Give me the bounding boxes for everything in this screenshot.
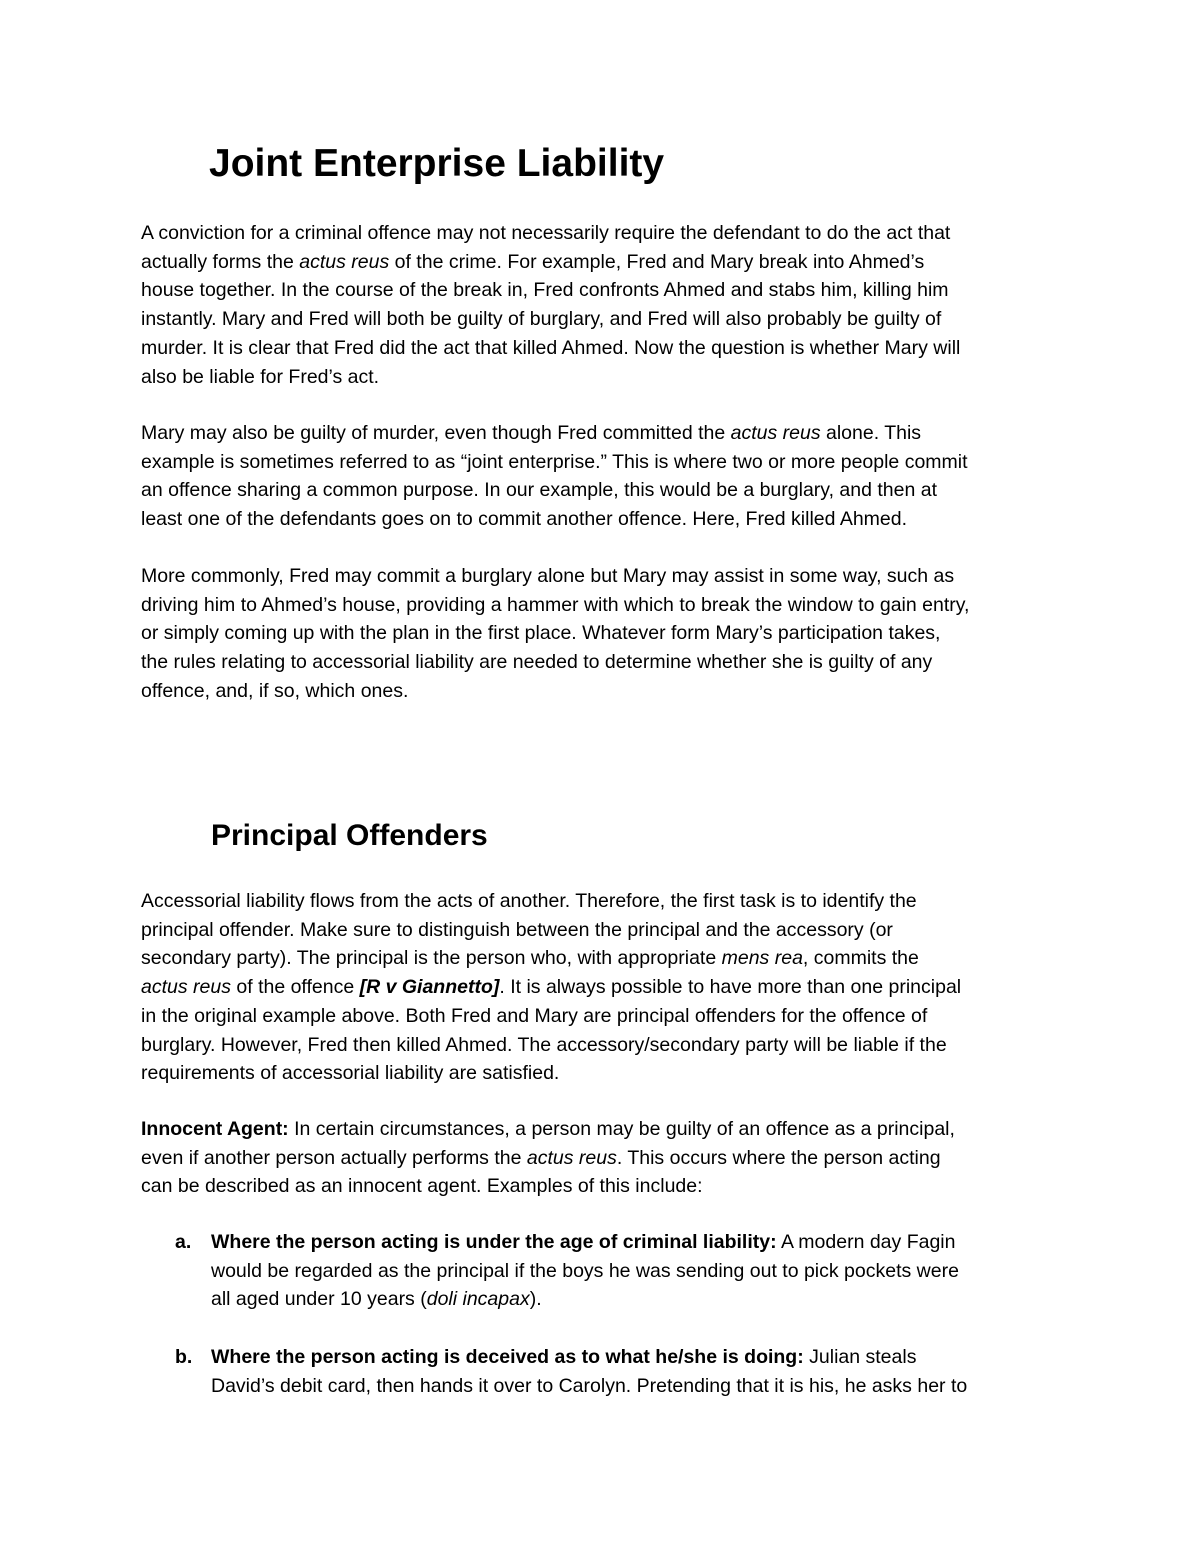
text-line: David’s debit card, then hands it over to Carolyn. Pretending that it is his, he asks her to: [211, 1374, 968, 1397]
text-line: requirements of accessorial liability are satisfied.: [141, 1062, 560, 1085]
emphasis-term: actus reus: [526, 1146, 617, 1169]
text-line: driving him to Ahmed’s house, providing a hammer with which to break the window to gain entry,: [141, 593, 970, 616]
text-line: or simply coming up with the plan in the first place. Whatever form Mary’s participation takes,: [141, 622, 941, 645]
text-line: also be liable for Fred’s act.: [141, 365, 380, 388]
list-item-heading: Where the person acting is deceived as to what he/she is doing:: [211, 1346, 804, 1368]
list-item-a: [141, 1228, 1071, 1314]
paragraph-joint-enterprise: [141, 419, 1071, 534]
text-line: Mary may also be guilty of murder, even though Fred committed the actus reus alone. This: [141, 422, 922, 444]
emphasis-term: doli incapax: [426, 1288, 530, 1311]
heading-joint-enterprise-liability: Joint Enterprise Liability: [209, 142, 665, 185]
text-line: A conviction for a criminal offence may not necessarily require the defendant to do the act that: [141, 222, 951, 244]
text-line: secondary party). The principal is the person who, with appropriate mens rea, commits the: [141, 947, 919, 970]
text-line: Accessorial liability flows from the acts of another. Therefore, the first task is to identify the: [141, 890, 917, 912]
list-marker: a.: [175, 1231, 192, 1253]
list-item-heading: Where the person acting is under the age of criminal liability:: [211, 1231, 777, 1253]
text-line: in the original example above. Both Fred and Mary are principal offenders for the offence of: [141, 1004, 928, 1027]
list-item-b: [141, 1343, 1071, 1400]
text-line: example is sometimes referred to as “joint enterprise.” This is where two or more people commit: [141, 450, 968, 473]
text-line: the rules relating to accessorial liability are needed to determine whether she is guilty of any: [141, 651, 933, 674]
text-line: murder. It is clear that Fred did the act that killed Ahmed. Now the question is whether Mary will: [141, 336, 961, 359]
emphasis-term: actus reus: [141, 976, 231, 999]
paragraph-principal: [141, 887, 1071, 1088]
text-line: burglary. However, Fred then killed Ahmed. The accessory/secondary party will be liable if the: [141, 1033, 947, 1056]
text-line: offence, and, if so, which ones.: [141, 679, 409, 702]
paragraph-innocent-agent: [141, 1115, 1071, 1201]
text-line: least one of the defendants goes on to commit another offence. Here, Fred killed Ahmed.: [141, 508, 908, 531]
text-line: Where the person acting is deceived as to what he/she is doing: Julian steals: [211, 1346, 917, 1368]
text-line: even if another person actually performs the actus reus. This occurs where the person acting: [141, 1146, 941, 1169]
emphasis-term: actus reus: [730, 422, 821, 444]
text-line: More commonly, Fred may commit a burglary alone but Mary may assist in some way, such as: [141, 565, 955, 587]
case-citation: [R v Giannetto]: [359, 976, 500, 999]
heading-principal-offenders: Principal Offenders: [211, 819, 488, 852]
text-line: actus reus of the offence [R v Giannetto]. It is always possible to have more than one principal: [141, 976, 962, 999]
text-line: Innocent Agent: In certain circumstances, a person may be guilty of an offence as a principal,: [141, 1118, 955, 1140]
text-line: an offence sharing a common purpose. In our example, this would be a burglary, and then at: [141, 479, 938, 502]
paragraph-intro: [141, 219, 1071, 391]
text-line: would be regarded as the principal if the boys he was sending out to pick pockets were: [211, 1259, 959, 1282]
text-line: house together. In the course of the break in, Fred confronts Ahmed and stabs him, killing him: [141, 279, 949, 302]
list-marker: b.: [175, 1346, 193, 1368]
innocent-agent-label: Innocent Agent:: [141, 1118, 289, 1140]
text-line: actually forms the actus reus of the crime. For example, Fred and Mary break into Ahmed’s: [141, 250, 925, 273]
text-line: instantly. Mary and Fred will both be guilty of burglary, and Fred will also probably be guilty of: [141, 308, 942, 331]
text-line: can be described as an innocent agent. Examples of this include:: [141, 1175, 703, 1198]
text-line: principal offender. Make sure to distinguish between the principal and the accessory (or: [141, 918, 893, 941]
emphasis-term: actus reus: [299, 250, 390, 273]
paragraph-accessorial: [141, 562, 1071, 706]
text-line: Where the person acting is under the age of criminal liability: A modern day Fagin: [211, 1231, 956, 1253]
emphasis-term: mens rea: [721, 947, 803, 970]
text-line: all aged under 10 years (doli incapax).: [211, 1288, 542, 1311]
